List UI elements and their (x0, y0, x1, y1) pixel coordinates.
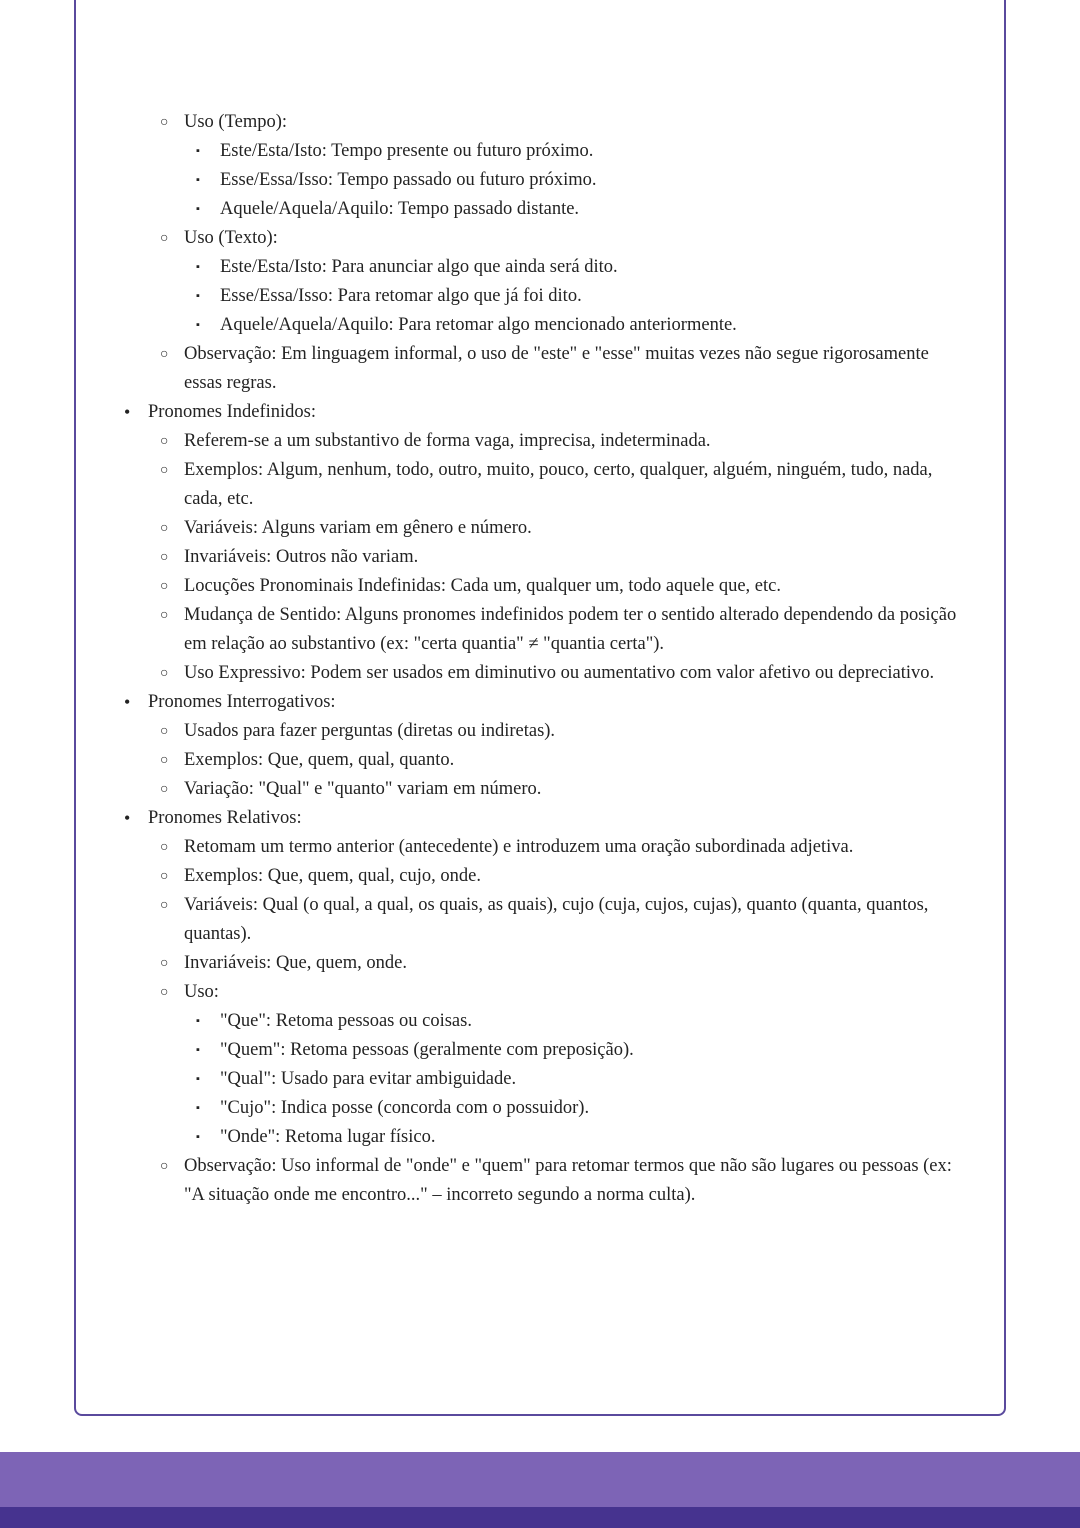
square-bullet-icon: ▪ (196, 203, 200, 215)
list-item-text: Invariáveis: Outros não variam. (184, 547, 419, 567)
list-item-text: Retomam um termo anterior (antecedente) e introduzem uma oração subordinada adjetiva. (184, 837, 854, 857)
circle-bullet-icon: ○ (160, 985, 169, 1000)
list-item-text: Variáveis: Qual (o qual, a qual, os quais, as quais), cujo (cuja, cujos, cujas), quanto (quanta, quantos, quantas). (184, 895, 929, 944)
list-item (196, 311, 958, 340)
square-bullet-icon: ▪ (196, 261, 200, 273)
list-item (160, 949, 958, 978)
square-bullet-icon: ▪ (196, 319, 200, 331)
square-bullet-icon: ▪ (196, 1044, 200, 1056)
list-item (160, 746, 958, 775)
list-item (160, 601, 958, 659)
square-bullet-icon: ▪ (196, 290, 200, 302)
footer-bar-dark (0, 1507, 1080, 1528)
list-item-text: "Onde": Retoma lugar físico. (220, 1127, 436, 1147)
list-item-text: Pronomes Relativos: (148, 808, 302, 828)
list-item (196, 195, 958, 224)
list-item (124, 398, 958, 427)
list-item-text: Invariáveis: Que, quem, onde. (184, 953, 407, 973)
list-item (196, 166, 958, 195)
list-item-text: Esse/Essa/Isso: Tempo passado ou futuro próximo. (220, 170, 597, 190)
circle-bullet-icon: ○ (160, 1159, 169, 1174)
list-item (196, 1123, 958, 1152)
list-item (160, 224, 958, 253)
list-item (160, 456, 958, 514)
list-item (124, 804, 958, 833)
circle-bullet-icon: ○ (160, 231, 169, 246)
list-item (196, 282, 958, 311)
list-item (160, 659, 958, 688)
notes-list (78, 0, 1002, 1210)
square-bullet-icon: ▪ (196, 1015, 200, 1027)
list-item (160, 340, 958, 398)
list-item (160, 978, 958, 1007)
circle-bullet-icon: ○ (160, 115, 169, 130)
list-item-text: Locuções Pronominais Indefinidas: Cada um, qualquer um, todo aquele que, etc. (184, 576, 781, 596)
list-item-text: Aquele/Aquela/Aquilo: Para retomar algo mencionado anteriormente. (220, 315, 737, 335)
square-bullet-icon: ▪ (196, 1131, 200, 1143)
circle-bullet-icon: ○ (160, 463, 169, 478)
list-item-text: Este/Esta/Isto: Tempo presente ou futuro próximo. (220, 141, 594, 161)
list-item-text: Pronomes Interrogativos: (148, 692, 336, 712)
square-bullet-icon: ▪ (196, 1073, 200, 1085)
list-item-text: Referem-se a um substantivo de forma vaga, imprecisa, indeterminada. (184, 431, 711, 451)
list-item-text: "Cujo": Indica posse (concorda com o possuidor). (220, 1098, 590, 1118)
list-item (196, 1036, 958, 1065)
list-item (160, 572, 958, 601)
circle-bullet-icon: ○ (160, 898, 169, 913)
list-item-text: Uso (Tempo): (184, 112, 288, 132)
circle-bullet-icon: ○ (160, 753, 169, 768)
list-item (160, 427, 958, 456)
list-item-text: Exemplos: Algum, nenhum, todo, outro, muito, pouco, certo, qualquer, alguém, ninguém, tudo, nada, cada, etc. (184, 460, 933, 509)
list-item (160, 543, 958, 572)
circle-bullet-icon: ○ (160, 521, 169, 536)
list-item (160, 833, 958, 862)
circle-bullet-icon: ○ (160, 347, 169, 362)
list-item-text: Aquele/Aquela/Aquilo: Tempo passado distante. (220, 199, 580, 219)
list-item-text: Exemplos: Que, quem, qual, quanto. (184, 750, 455, 770)
list-item (160, 891, 958, 949)
disc-bullet-icon: • (124, 808, 131, 828)
list-item-text: Mudança de Sentido: Alguns pronomes indefinidos podem ter o sentido alterado dependendo da posição em relação ao substantivo (ex: "certa quantia" ≠ "quantia certa"). (184, 605, 957, 654)
list-item (196, 137, 958, 166)
circle-bullet-icon: ○ (160, 579, 169, 594)
list-item (196, 1007, 958, 1036)
list-item (160, 775, 958, 804)
square-bullet-icon: ▪ (196, 174, 200, 186)
square-bullet-icon: ▪ (196, 1102, 200, 1114)
list-item-text: Variáveis: Alguns variam em gênero e número. (184, 518, 532, 538)
list-item-text: Observação: Em linguagem informal, o uso de "este" e "esse" muitas vezes não segue rigorosamente essas regras. (184, 344, 929, 393)
list-item-text: Uso: (184, 982, 219, 1002)
list-item (124, 688, 958, 717)
circle-bullet-icon: ○ (160, 840, 169, 855)
list-item-text: Uso Expressivo: Podem ser usados em diminutivo ou aumentativo com valor afetivo ou depreciativo. (184, 663, 935, 683)
list-item-text: Usados para fazer perguntas (diretas ou indiretas). (184, 721, 556, 741)
list-item-text: "Qual": Usado para evitar ambiguidade. (220, 1069, 517, 1089)
square-bullet-icon: ▪ (196, 145, 200, 157)
disc-bullet-icon: • (124, 692, 131, 712)
list-item (160, 862, 958, 891)
list-item-text: Observação: Uso informal de "onde" e "quem" para retomar termos que não são lugares ou pessoas (ex: "A situação onde me encontro..." – incorreto segundo a norma culta). (184, 1156, 952, 1205)
circle-bullet-icon: ○ (160, 956, 169, 971)
list-item (160, 514, 958, 543)
list-item-text: "Quem": Retoma pessoas (geralmente com preposição). (220, 1040, 634, 1060)
list-item-text: Uso (Texto): (184, 228, 278, 248)
list-item-text: Exemplos: Que, quem, qual, cujo, onde. (184, 866, 481, 886)
circle-bullet-icon: ○ (160, 666, 169, 681)
disc-bullet-icon: • (124, 402, 131, 422)
list-item (160, 1152, 958, 1210)
list-item (196, 1094, 958, 1123)
circle-bullet-icon: ○ (160, 550, 169, 565)
footer-bar-light (0, 1452, 1080, 1507)
circle-bullet-icon: ○ (160, 782, 169, 797)
circle-bullet-icon: ○ (160, 434, 169, 449)
list-item-text: Pronomes Indefinidos: (148, 402, 317, 422)
list-item-text: Esse/Essa/Isso: Para retomar algo que já foi dito. (220, 286, 582, 306)
list-item (196, 1065, 958, 1094)
list-item (160, 717, 958, 746)
list-item (196, 253, 958, 282)
list-item (160, 108, 958, 137)
page-border-frame (74, 0, 1006, 1416)
list-item-text: Variação: "Qual" e "quanto" variam em número. (184, 779, 542, 799)
list-item-text: Este/Esta/Isto: Para anunciar algo que ainda será dito. (220, 257, 618, 277)
list-item-text: "Que": Retoma pessoas ou coisas. (220, 1011, 472, 1031)
circle-bullet-icon: ○ (160, 724, 169, 739)
circle-bullet-icon: ○ (160, 608, 169, 623)
circle-bullet-icon: ○ (160, 869, 169, 884)
